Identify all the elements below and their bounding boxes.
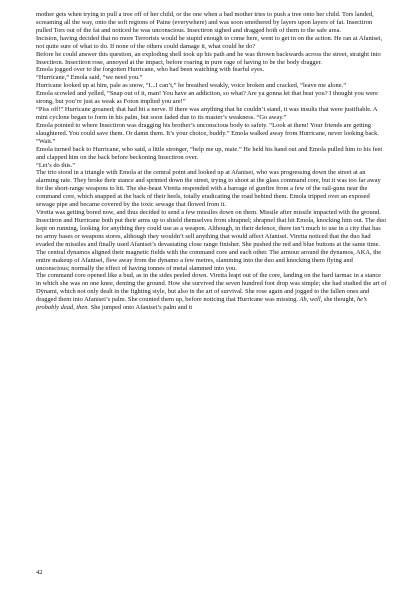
paragraph-11: Emola turned back to Hurricane, who said, a little stronger, “help me up, mate.” He held his hand out and Emola pulled him to his feet and clapped him on the back before beckoning Insectiron over. (36, 145, 383, 161)
paragraph-12: “Let’s do this.” (36, 161, 76, 169)
page-number: 42 (36, 569, 43, 576)
paragraph-8: “Piss off!” Hurricane groaned; that had hit a nerve. If there was anything that he couldn’t stand, it was insults that were justifiable. A mini cyclone began to form in his palm, but soon faded due to its master’s weakness. “Go away.” (36, 106, 378, 121)
paragraph-7: Emola scowled and yelled, “Snap out of it, man! You have an addiction, so what? Are ya gonna let that beat you? I thought you were strong, but you’re just as weak as Foton implied you are!” (36, 90, 378, 106)
italic-thought-1: Ah, well, (299, 296, 323, 304)
paragraph-15-text: The command core opened like a bud, as in the sides peeled down. Viretta leapt out of the core, landing on the hard tarmac in a stance in which she was on one knee, denting the ground. How she survived the seven hundred foot drop was simple; she had studied the art of Dÿnami, which not only dealt in the fighting style, but also in the art of survival. She rose again and jogged to the fallen ones and dragged them into Afanisei’s palm. She counted them up, before noticing that Hurricane was missing. (36, 272, 387, 304)
body-text (36, 11, 387, 312)
italic-thought-2: he’s probably dead, then. (36, 296, 367, 312)
paragraph-6: Hurricane looked up at him, pale as snow, “I...I can’t,” he breathed weakly, voice broken and cracked, “leave me alone.” (36, 82, 347, 90)
paragraph-9: Emola pointed to where Insectiron was dragging his brother’s unconscious body to safety. “Look at them! Your friends are getting slaughtered. You could save them. Or damn them. It’s your choice, buddy.” Emola walked away from Hurricane, never looking back. (36, 121, 379, 137)
paragraph-2: Incision, having decided that no more Terrorists would be stupid enough to come here, went to get in on the action. He ran at Afanisei, not quite sure of what to do. If none of the others could damage it, what could he do? (36, 34, 383, 50)
paragraph-4: Emola jogged over to the forgotten Hurricane, who had been watching with fearful eyes. (36, 66, 265, 74)
paragraph-13: The trio stood in a triangle with Emola at the central point and looked up at Afanisei, who was progressing down the street at an alarming rate. They broke their stance and sprinted down the street, trying to shoot at the glass command core, but it was too far away for the short-range weapons to hit. The she-beast Viretta responded with a barrage of gunfire from a few of the rail-guns near the command core, which snapped at the back of their heels, totally eradicating the road behind them. Emola tripped over an exposed sewage pipe and became covered by the toxic sewage that flowed from it. (36, 169, 381, 209)
paragraph-1: mother gets when trying to pull a tree off of her child, or the one when a bad mother tries to push a tree onto her child. Tors landed, screaming all the way, onto the soft regions of Paine (everywhere) and was soon smothered by layers upon layers of fat. Insectiron pulled Tors out of the fat and noticed he was unconscious. Insectiron sighed and dragged both of them to the safe area. (36, 11, 374, 34)
paragraph-15-mid: she thought, (322, 296, 357, 304)
paragraph-5: “Hurricane,” Emola said, “we need you.” (36, 74, 143, 82)
paragraph-14: Viretta was getting bored now, and thus decided to send a few missiles down on them. Missile after missile impacted with the ground. Insectiron and Hurricane both put their arms up to shield themselves from shrapnel; shrapnel that hit Emola, knocking him out. The duo kept on running, looking for anything they could use as a weapon. Although, in their defence, there isn’t much to use in a city that has no army bases or weapons stores, although they wouldn’t sell anything that would affect Afanisei. Viretta noticed that the duo had evaded the missiles and finally used Afanisei’s devastating close range finisher. She pushed the red and blue buttons at the same time. The central dynamos aligned their magnetic fields with the command core and each other. The armour around the dynamos, AKA, the entire makeup of Afanisei, flew away from the dynamo a few metres, slamming into the duo and knocking them flying and unconscious; normally the effect of having tonnes of metal slammed into you. (36, 209, 387, 272)
paragraph-10: “Wait.” (36, 137, 56, 145)
paragraph-15 (36, 272, 387, 312)
paragraph-3: Before he could answer this question, an exploding shell took up his path and he was thrown backwards across the street, straight into Insectiron. Insectiron rose, annoyed at the impact, before roaring in pure rage of having to be the body dragger. (36, 50, 381, 66)
paragraph-15-tail: She jumped onto Afanisei’s palm and it (89, 304, 193, 312)
